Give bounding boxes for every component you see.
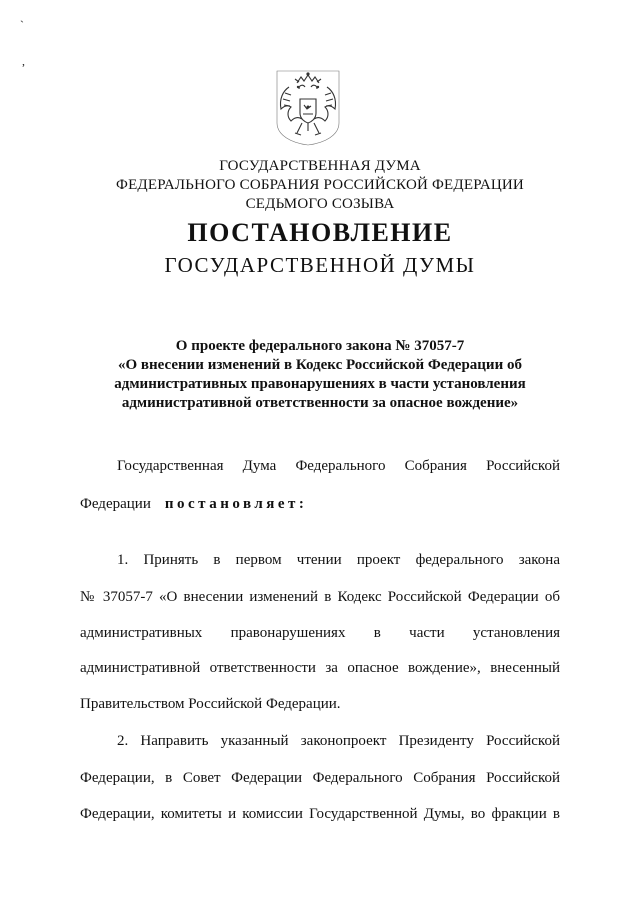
item-1-line: 1. Принять в первом чтении проект федерального закона — [117, 552, 560, 568]
subject-line: О проекте федерального закона № 37057-7 — [175, 338, 465, 354]
subject-line: административных правонарушениях в части установления — [114, 376, 526, 392]
item-1-line: Правительством Российской Федерации. — [80, 696, 341, 712]
document-issuer: ГОСУДАРСТВЕННОЙ ДУМЫ — [164, 253, 476, 277]
decree-word: постановляет: — [164, 496, 308, 512]
org-name-line: ГОСУДАРСТВЕННАЯ ДУМА — [219, 158, 421, 174]
org-name-line: ФЕДЕРАЛЬНОГО СОБРАНИЯ РОССИЙСКОЙ ФЕДЕРАЦИИ — [116, 177, 524, 193]
convocation-line: СЕДЬМОГО СОЗЫВА — [245, 196, 395, 212]
item-2-line: Федерации, в Совет Федерации Федерального Собрания Российской — [80, 770, 560, 786]
preamble-text: Федерации — [80, 496, 151, 512]
scan-mark: ` — [20, 18, 24, 32]
item-2-line: 2. Направить указанный законопроект Президенту Российской — [117, 733, 560, 749]
item-1-line: административной ответственности за опасное вождение», внесенный — [80, 660, 560, 676]
subject-line: административной ответственности за опасное вождение» — [121, 395, 519, 411]
item-1-line: административных правонарушениях в части установления — [80, 625, 560, 641]
item-1-line: № 37057-7 «О внесении изменений в Кодекс Российской Федерации об — [80, 589, 560, 605]
preamble-line — [80, 496, 560, 513]
preamble-line: Государственная Дума Федерального Собрания Российской — [117, 458, 560, 474]
subject-line: «О внесении изменений в Кодекс Российской Федерации об — [118, 357, 522, 373]
document-type: ПОСТАНОВЛЕНИЕ — [187, 218, 453, 247]
item-2-line: Федерации, комитеты и комиссии Государственной Думы, во фракции в — [80, 806, 560, 822]
russian-coat-of-arms-icon — [273, 67, 343, 147]
scan-mark: , — [22, 54, 25, 68]
